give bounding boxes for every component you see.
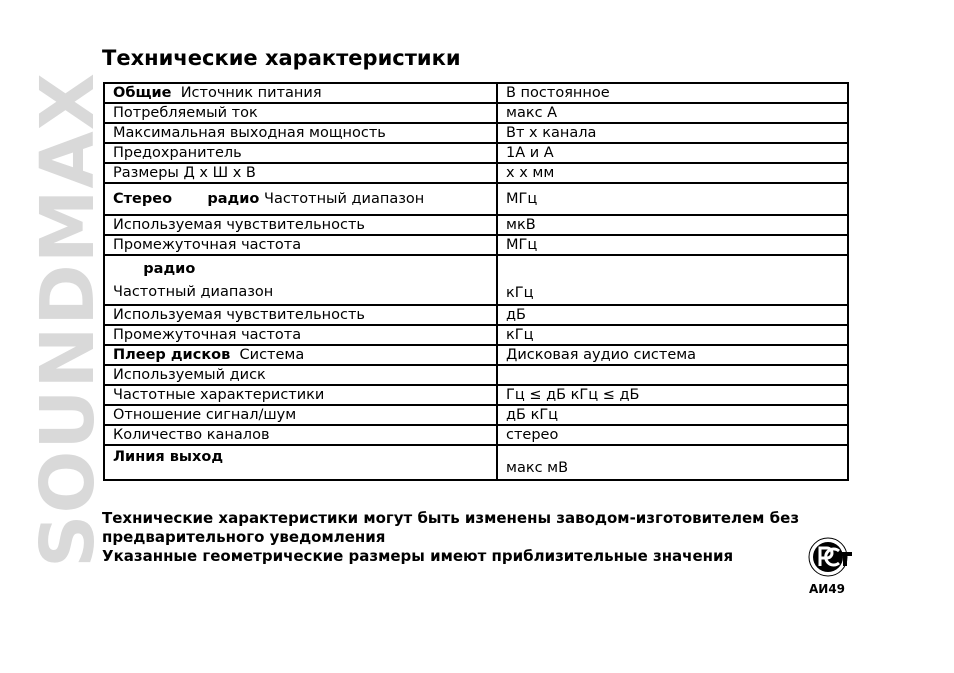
section-heading: Общие — [113, 84, 172, 101]
spec-label: Потребляемый ток — [104, 103, 497, 123]
table-row — [104, 255, 848, 305]
section-heading: Стерео радио — [113, 190, 260, 207]
table-row — [104, 123, 848, 143]
table-row — [104, 365, 848, 385]
footnotes — [102, 509, 862, 566]
table-row — [104, 385, 848, 405]
table-row — [104, 345, 848, 365]
spec-label: Промежуточная частота — [104, 325, 497, 345]
spec-value: МГц — [497, 183, 848, 215]
spec-value: кГц — [497, 255, 848, 305]
footnote-text: Технические характеристики могут быть изменены заводом-изготовителем без предварительного уведомления — [102, 509, 800, 546]
table-row — [104, 405, 848, 425]
spec-value: В постоянное — [497, 83, 848, 103]
certification-code: АИ49 — [809, 582, 846, 596]
spec-value: 1А и А — [497, 143, 848, 163]
spec-label: Используемая чувствительность — [104, 305, 497, 325]
spec-label-cell — [104, 255, 497, 305]
spec-label: Используемая чувствительность — [104, 215, 497, 235]
spec-label: Используемый диск — [104, 365, 497, 385]
spec-label-cell — [104, 83, 497, 103]
table-row — [104, 425, 848, 445]
brand-watermark-text: SOUNDMAX — [25, 72, 111, 568]
table-row — [104, 235, 848, 255]
table-row — [104, 445, 848, 480]
spec-label: Источник питания — [180, 84, 322, 101]
spec-value: Вт х канала — [497, 123, 848, 143]
table-row — [104, 215, 848, 235]
rst-logo-icon — [806, 533, 856, 583]
page-title: Технические характеристики — [102, 46, 461, 70]
brand-watermark — [25, 40, 111, 600]
specs-table — [103, 82, 849, 481]
spec-label: Система — [239, 346, 305, 363]
spec-label: Частотный диапазон — [113, 284, 274, 300]
footnote-text: Указанные геометрические размеры имеют приблизительные значения — [102, 547, 734, 565]
spec-label-cell — [104, 445, 497, 480]
spec-value: дБ кГц — [497, 405, 848, 425]
spec-value: стерео — [497, 425, 848, 445]
spec-value — [497, 365, 848, 385]
spec-label: Количество каналов — [104, 425, 497, 445]
spec-value: х х мм — [497, 163, 848, 183]
spec-label: Предохранитель — [104, 143, 497, 163]
spec-value: макс А — [497, 103, 848, 123]
table-row — [104, 83, 848, 103]
spec-value: дБ — [497, 305, 848, 325]
spec-value: Дисковая аудио система — [497, 345, 848, 365]
spec-value: МГц — [497, 235, 848, 255]
spec-label: Частотные характеристики — [104, 385, 497, 405]
spec-value: макс мВ — [497, 445, 848, 480]
section-heading: Линия выход — [113, 449, 224, 465]
spec-label: Частотный диапазон — [264, 190, 425, 207]
section-heading: радио — [113, 261, 196, 277]
table-row — [104, 183, 848, 215]
table-row — [104, 305, 848, 325]
table-row — [104, 325, 848, 345]
spec-value: мкВ — [497, 215, 848, 235]
spec-label-cell — [104, 345, 497, 365]
spec-label: Максимальная выходная мощность — [104, 123, 497, 143]
section-heading: Плеер дисков — [113, 346, 231, 363]
spec-label: Размеры Д х Ш х В — [104, 163, 497, 183]
spec-value: кГц — [497, 325, 848, 345]
spec-label: Промежуточная частота — [104, 235, 497, 255]
spec-label-cell — [104, 183, 497, 215]
table-row — [104, 163, 848, 183]
table-row — [104, 143, 848, 163]
table-row — [104, 103, 848, 123]
spec-value: Гц ≤ дБ кГц ≤ дБ — [497, 385, 848, 405]
spec-label: Отношение сигнал/шум — [104, 405, 497, 425]
